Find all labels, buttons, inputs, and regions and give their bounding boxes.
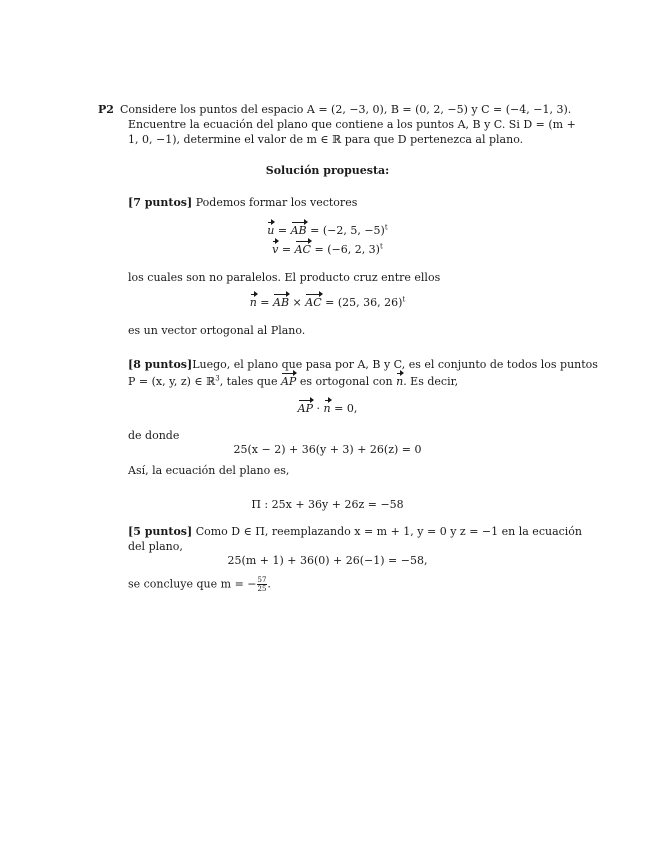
- equation-u-rhs: = (−2, 5, −5): [306, 224, 385, 237]
- equation-v: v = AC = (−6, 2, 3)$^t$: [272, 242, 383, 256]
- equation-substitution: 25(m + 1) + 36(0) + 26(−1) = −58,: [227, 554, 428, 567]
- solution-title: Solución propuesta:: [265, 164, 390, 177]
- vector-n: n: [323, 402, 331, 415]
- part2-points: [8 puntos]: [128, 358, 193, 371]
- equation-dot-product: AP · n = 0,: [297, 402, 358, 415]
- equation-plane-expanded: 25(x − 2) + 36(y + 3) + 26(z) = 0: [233, 443, 422, 456]
- part3-line-1: [128, 526, 582, 537]
- problem-line-3: 1, 0, −1), determine el valor de m ∈ ℝ para que D pertenezca al plano.: [128, 133, 524, 146]
- vector-AP: AP: [297, 402, 314, 415]
- vector-u: u: [267, 224, 275, 237]
- part1-intro-text: Podemos formar los vectores: [192, 196, 358, 209]
- part2-line-1-text: Luego, el plano que pasa por A, B y C, es el conjunto de todos los puntos: [192, 358, 598, 371]
- vector-AB: AB: [273, 296, 290, 309]
- vector-n: n: [249, 296, 257, 309]
- part3-points: [5 puntos]: [128, 525, 193, 538]
- vector-AC: AC: [305, 296, 322, 309]
- equation-cross-product: n = AB × AC = (25, 36, 26)$^t$: [249, 295, 406, 309]
- equation-v-rhs: = (−6, 2, 3): [310, 243, 380, 256]
- vector-v: v: [272, 243, 279, 256]
- part1-conclusion: es un vector ortogonal al Plano.: [128, 324, 306, 337]
- part2-line-1: [128, 359, 598, 370]
- final-conclusion: se concluye que m = − $\frac{57}{25}$ .: [128, 576, 271, 593]
- vector-AB: AB: [290, 224, 307, 237]
- fraction-answer: $\frac{57}{25}$: [257, 576, 267, 593]
- asi-text: Así, la ecuación del plano es,: [128, 464, 290, 477]
- part2-line-2: P = (x, y, z) ∈ ℝ$^3$, tales que AP es ortogonal con n. Es decir,: [128, 374, 459, 388]
- de-donde: de donde: [128, 429, 180, 442]
- vector-AC: AC: [294, 243, 311, 256]
- vector-AP: AP: [280, 375, 297, 388]
- transpose-mark: t: [384, 223, 388, 232]
- problem-line-2: Encuentre la ecuación del plano que contiene a los puntos A, B y C. Si D = (m +: [128, 118, 576, 131]
- vector-n: n: [396, 375, 404, 388]
- problem-line-1: Considere los puntos del espacio A = (2, −3, 0), B = (0, 2, −5) y C = (−4, −1, 3).: [120, 103, 572, 116]
- cross-symbol: ×: [289, 296, 306, 309]
- part1-text-after: los cuales son no paralelos. El producto cruz entre ellos: [128, 271, 441, 284]
- part3-line-2: del plano,: [128, 540, 183, 553]
- transpose-mark: t: [402, 295, 406, 304]
- part1-points: [7 puntos]: [128, 196, 193, 209]
- equation-u: u = AB = (−2, 5, −5)$^t$: [267, 223, 388, 237]
- equation-plane: Π : 25x + 36y + 26z = −58: [251, 498, 404, 511]
- problem-label: P2: [98, 103, 114, 116]
- part1-intro: [128, 197, 357, 208]
- transpose-mark: t: [379, 242, 383, 251]
- part3-line-1-text: Como D ∈ Π, reemplazando x = m + 1, y = 0 y z = −1 en la ecuación: [192, 525, 583, 538]
- equation-n-rhs: = (25, 36, 26): [321, 296, 403, 309]
